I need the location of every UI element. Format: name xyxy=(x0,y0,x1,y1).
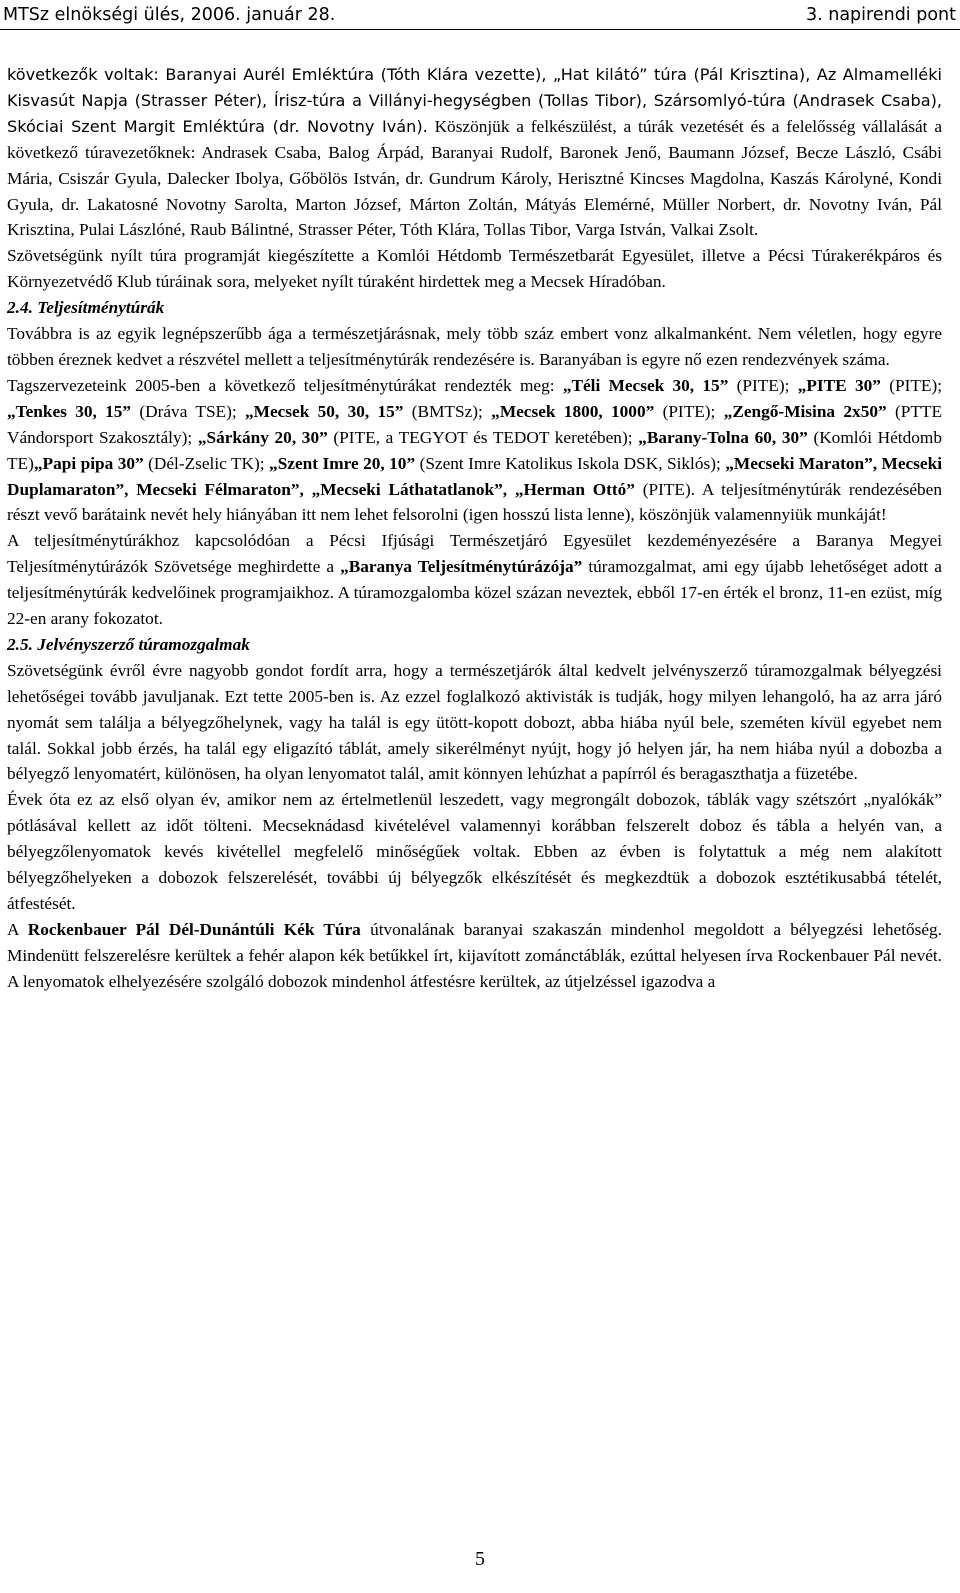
text-run: (PTTE Vándorsport Szakosztály); xyxy=(7,401,942,447)
movement-name: „Baranya Teljesítménytúrázója” xyxy=(340,557,583,577)
event-name: „Barany-Tolna 60, 30” xyxy=(638,427,808,447)
event-name: „PITE 30” xyxy=(797,375,881,395)
paragraph-baranya-movement xyxy=(7,528,942,632)
paragraph-tours-list: következők voltak: Baranyai Aurél Emléktúra (Tóth Klára vezette), „Hat kilátó” túra (Pál Krisztina), Az Almamelléki Kisvasút Napja (Strasser Péter), Írisz-túra a Villányi-hegységben (Tollas Tibor), Szársomlyó-túra (Andrasek Csaba), Skóciai Szent Margit Emléktúra (dr. Novotny Iván). xyxy=(7,65,942,136)
event-name: „Tenkes 30, 15” xyxy=(7,401,132,421)
paragraph-performance-events xyxy=(7,373,942,528)
text-run: (Dél-Zselic TK); xyxy=(143,453,270,473)
event-name: „Mecsek 50, 30, 15” xyxy=(245,401,404,421)
text-run: (PITE); xyxy=(728,375,798,395)
page-number: 5 xyxy=(475,1548,485,1570)
text-run: túramozgalmat, ami egy újabb lehetőséget adott a teljesítménytúrák kedvelőinek programjaikhoz. A túramozgalomba közel százan neveztek, ebből 17-en érték el bronz, 11-en ezüst, míg 22-en arany fokozatot. xyxy=(7,557,942,629)
paragraph-tours xyxy=(7,62,942,243)
section-heading-2-5: 2.5. Jelvényszerző túramozgalmak xyxy=(7,634,250,654)
text-run: A xyxy=(7,919,28,939)
text-run: Tagszervezeteink 2005-ben a következő teljesítménytúrákat rendezték meg: xyxy=(7,375,563,395)
event-name: „Téli Mecsek 30, 15” xyxy=(562,375,729,395)
text-run: útvonalának baranyai szakaszán mindenhol megoldott a bélyegzési lehetőség. Mindenütt felszerelésre kerültek a fehér alapon kék betűkkel írt, kijavított zománctáblák, ezúttal helyesen írva Rockenbauer Pál nevét. A lenyomatok elhelyezésére szolgáló dobozok mindenhol átfestésre kerültek, az útjelzéssel igazodva a xyxy=(7,919,942,991)
header-agenda-item: 3. napirendi pont xyxy=(805,5,956,25)
page-header xyxy=(0,0,960,30)
text-run: (BMTSz); xyxy=(403,401,492,421)
paragraph-badge-intro: Szövetségünk évről évre nagyobb gondot fordít arra, hogy a természetjárók által kedvelt jelvényszerző túramozgalmak bélyegzési lehetőségei tovább javuljanak. Ezt tette 2005-ben is. Az ezzel foglalkozó aktivisták is tudják, hogy milyen lehangoló, ha az arra járó nyomát sem találja a bélyegzőhelynek, vagy ha talál is egy ütött-kopott dobozt, abba hiába nyúl bele, szeméten kívül egyebet nem talál. Sokkal jobb érzés, ha talál egy eligazító táblát, amely sikerélményt nyújt, hogy jó helyen jár, ha nem hiába nyúl a dobozba a bélyegző lenyomatért, különösen, ha olyan lenyomatot talál, amit könnyen lehúzhat a papírról és beragaszthatja a füzetébe. xyxy=(7,660,942,784)
paragraph-badge-progress: Évek óta ez az első olyan év, amikor nem az értelmetlenül leszedett, vagy megrongált dobozok, táblák vagy szétszórt „nyalókák” pótlásával kellett az időt tölteni. Mecseknádasd kivételével valamennyi korábban felszerelt doboz és tábla a helyén van, a bélyegzőlenyomatok kevés kivétellel megfelelő minőségűek voltak. Ebben az évben is folytattuk a még nem alakított bélyegzőhelyeken a dobozok felszerelését, további új bélyegzők elkészítését és megkezdtük a dobozok esztétikusabbá tételét, átfestését. xyxy=(7,790,942,913)
section-heading-2-4: 2.4. Teljesítménytúrák xyxy=(7,298,165,318)
paragraph-open-tours: Szövetségünk nyílt túra programját kiegészítette a Komlói Hétdomb Természetbarát Egyesület, illetve a Pécsi Túrakerékpáros és Környezetvédő Klub túráinak sora, melyeket nyílt túraként hirdettek meg a Mecsek Híradóban. xyxy=(7,246,942,292)
event-name: „Mecsek 1800, 1000” xyxy=(491,401,655,421)
text-run: (Komlói Hétdomb TE) xyxy=(7,427,942,473)
event-name: „Papi pipa 30” xyxy=(33,453,144,473)
text-run: (PITE); xyxy=(654,401,724,421)
text-run: A teljesítménytúrákhoz kapcsolódóan a Pécsi Ifjúsági Természetjáró Egyesület kezdeményezésére a Baranya Megyei Teljesítménytúrázók Szövetsége meghirdette a xyxy=(7,531,942,577)
text-run: (PITE, a TEGYOT és TEDOT keretében); xyxy=(327,427,639,447)
event-name: „Szent Imre 20, 10” xyxy=(269,453,416,473)
event-name: „Sárkány 20, 30” xyxy=(197,427,328,447)
paragraph-tours-thanks: Köszönjük a felkészülést, a túrák vezetését és a felelősség vállalását a következő túravezetőknek: Andrasek Csaba, Balog Árpád, Baranyai Rudolf, Baronek Jenő, Baumann József, Becze László, Csábi Mária, Csiszár Gyula, Dalecker Ibolya, Gőbölös István, dr. Gundrum Károly, Herisztné Kincses Magdolna, Kaszás Károlyné, Kondi Gyula, dr. Lakatosné Novotny Sarolta, Marton József, Márton Zoltán, Mátyás Elemérné, Müller Norbert, dr. Novotny Iván, Pál Krisztina, Pulai Lászlóné, Raub Bálintné, Strasser Péter, Tóth Klára, Tollas Tibor, Varga István, Valkai Zsolt. xyxy=(7,116,942,240)
paragraph-blue-tour xyxy=(7,917,942,995)
paragraph-performance-intro: Továbbra is az egyik legnépszerűbb ága a természetjárásnak, mely több száz embert vonz alkalmanként. Nem véletlen, hogy egyre többen éreznek kedvet a részvétel mellett a teljesítménytúrák rendezésére is. Baranyában is egyre nő ezen rendezvények száma. xyxy=(7,324,942,369)
header-meeting-title: MTSz elnökségi ülés, 2006. január 28. xyxy=(3,5,336,25)
text-run: (PITE). A teljesítménytúrák rendezésében részt vevő barátaink nevét hely hiányában itt nem lehet felsorolni (igen hosszú lista lenne), köszönjük valamennyiük munkáját! xyxy=(7,479,942,525)
text-run: (PITE); xyxy=(880,375,943,395)
text-run: (Szent Imre Katolikus Iskola DSK, Siklós); xyxy=(415,453,726,473)
event-name: „Zengő-Misina 2x50” xyxy=(723,401,887,421)
text-run: (Dráva TSE); xyxy=(131,401,246,421)
tour-name: Rockenbauer Pál Dél-Dunántúli Kék Túra xyxy=(27,919,361,939)
document-body xyxy=(7,62,942,995)
event-name: „Mecseki Maraton”, Mecseki Duplamaraton”, Mecseki Félmaraton”, „Mecseki Láthatatlanok”, „Herman Ottó” xyxy=(7,453,942,499)
